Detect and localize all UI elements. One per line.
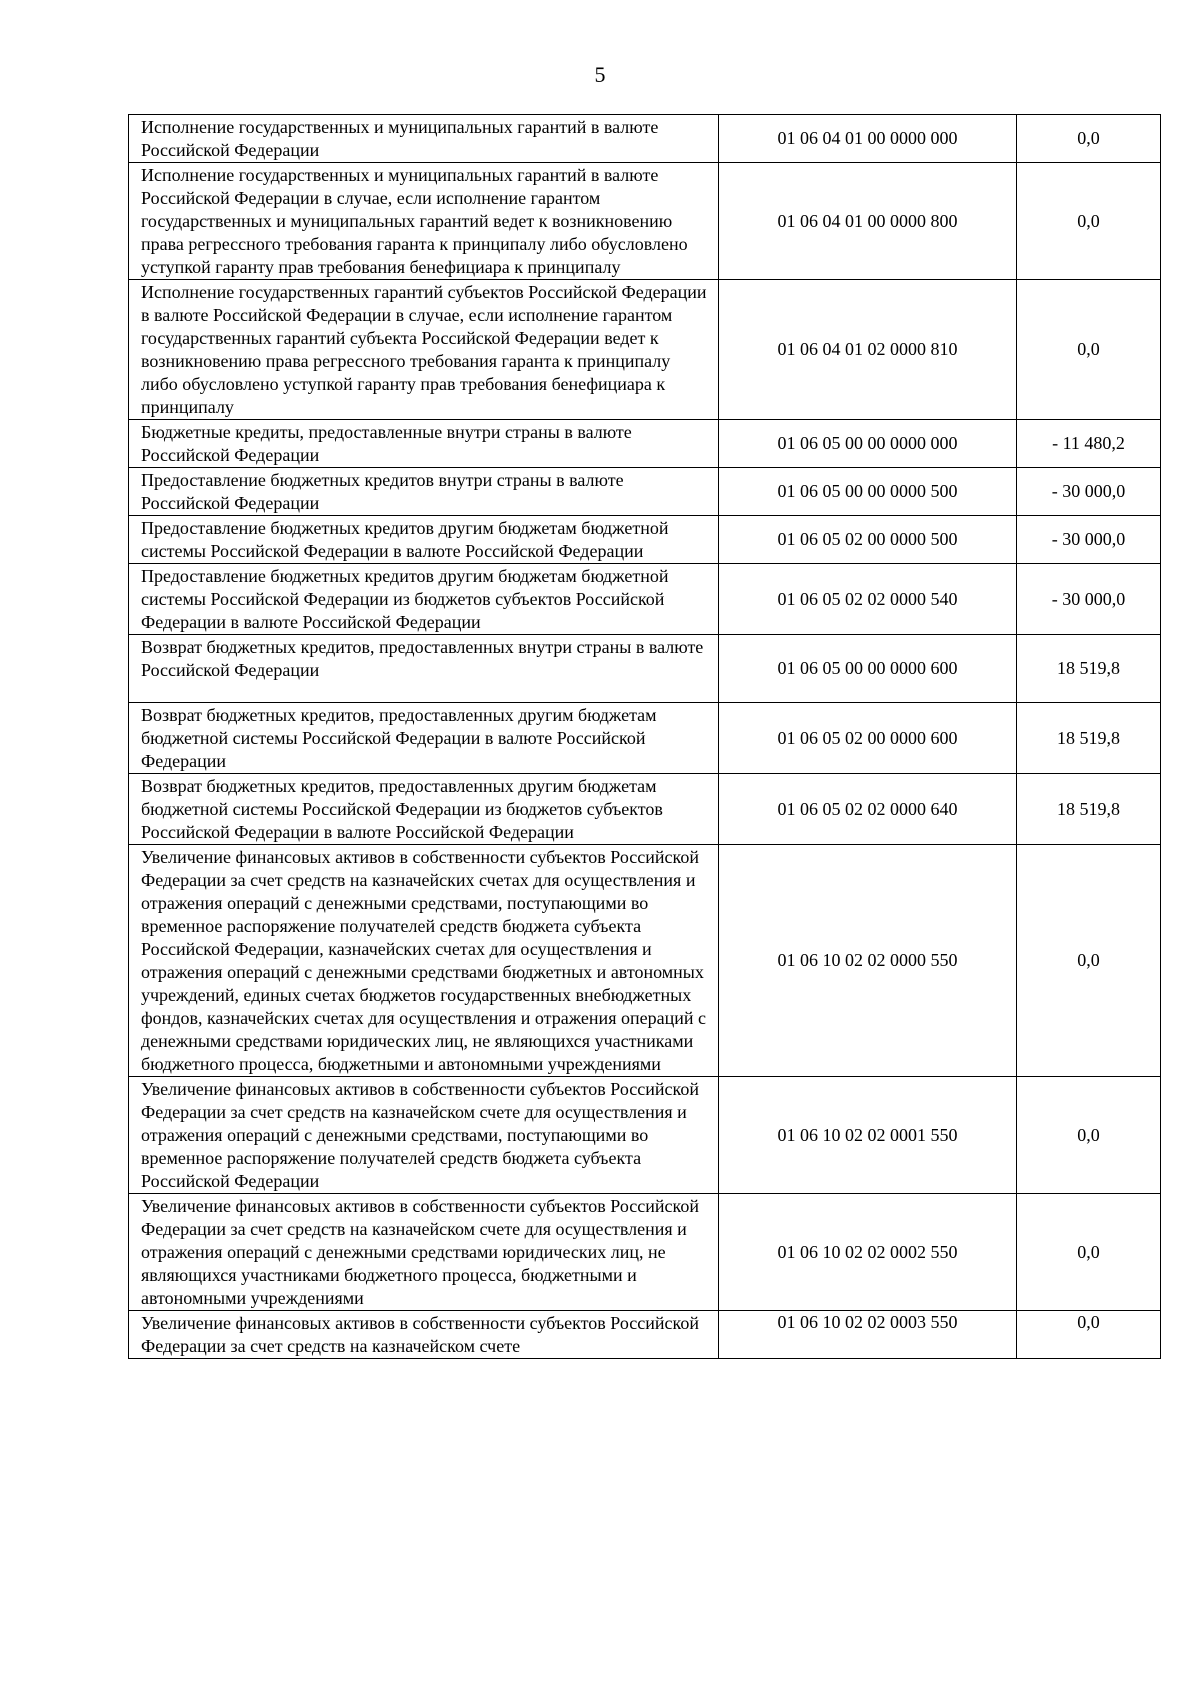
row-code: 01 06 10 02 02 0000 550 bbox=[719, 845, 1017, 1077]
row-code: 01 06 10 02 02 0001 550 bbox=[719, 1077, 1017, 1194]
row-amount: 0,0 bbox=[1017, 1077, 1161, 1194]
row-description: Предоставление бюджетных кредитов другим бюджетам бюджетной системы Российской Федерации из бюджетов субъектов Российской Федерации в валюте Российской Федерации bbox=[129, 564, 719, 635]
row-code: 01 06 10 02 02 0003 550 bbox=[719, 1311, 1017, 1359]
budget-sources-table bbox=[128, 114, 1161, 1359]
table-row bbox=[129, 280, 1161, 420]
row-code: 01 06 05 00 00 0000 600 bbox=[719, 635, 1017, 703]
table-row bbox=[129, 845, 1161, 1077]
row-amount: 0,0 bbox=[1017, 163, 1161, 280]
table-row bbox=[129, 774, 1161, 845]
table-row bbox=[129, 1077, 1161, 1194]
row-description: Увеличение финансовых активов в собственности субъектов Российской Федерации за счет средств на казначейском счете для осуществления и отражения операций с денежными средствами, поступающими во временное распоряжение получателей средств бюджета субъекта Российской Федерации bbox=[129, 1077, 719, 1194]
row-description: Увеличение финансовых активов в собственности субъектов Российской Федерации за счет средств на казначейском счете для осуществления и отражения операций с денежными средствами юридических лиц, не являющихся участниками бюджетного процесса, бюджетными и автономными учреждениями bbox=[129, 1194, 719, 1311]
row-amount: 0,0 bbox=[1017, 845, 1161, 1077]
row-code: 01 06 10 02 02 0002 550 bbox=[719, 1194, 1017, 1311]
row-amount: 18 519,8 bbox=[1017, 635, 1161, 703]
row-amount: - 30 000,0 bbox=[1017, 468, 1161, 516]
row-code: 01 06 05 00 00 0000 000 bbox=[719, 420, 1017, 468]
row-code: 01 06 05 02 02 0000 640 bbox=[719, 774, 1017, 845]
row-description: Увеличение финансовых активов в собственности субъектов Российской Федерации за счет средств на казначейских счетах для осуществления и отражения операций с денежными средствами, поступающими во временное распоряжение получателей средств бюджета субъекта Российской Федерации, казначейских счетах для осуществления и отражения операций с денежными средствами бюджетных и автономных учреждений, единых счетах бюджетов государственных внебюджетных фондов, казначейских счетах для осуществления и отражения операций с денежными средствами юридических лиц, не являющихся участниками бюджетного процесса, бюджетными и автономными учреждениями bbox=[129, 845, 719, 1077]
table-row bbox=[129, 1311, 1161, 1359]
row-amount: 18 519,8 bbox=[1017, 774, 1161, 845]
row-code: 01 06 04 01 02 0000 810 bbox=[719, 280, 1017, 420]
table-row bbox=[129, 163, 1161, 280]
row-description: Возврат бюджетных кредитов, предоставленных внутри страны в валюте Российской Федерации bbox=[129, 635, 719, 703]
row-description: Исполнение государственных гарантий субъектов Российской Федерации в валюте Российской Федерации в случае, если исполнение гарантом государственных гарантий субъекта Российской Федерации ведет к возникновению права регрессного требования гаранта к принципалу либо обусловлено уступкой гаранту прав требования бенефициара к принципалу bbox=[129, 280, 719, 420]
row-amount: 0,0 bbox=[1017, 1194, 1161, 1311]
table-row bbox=[129, 635, 1161, 703]
row-description: Бюджетные кредиты, предоставленные внутри страны в валюте Российской Федерации bbox=[129, 420, 719, 468]
page-number: 5 bbox=[594, 62, 606, 87]
row-amount: - 30 000,0 bbox=[1017, 564, 1161, 635]
row-description: Предоставление бюджетных кредитов другим бюджетам бюджетной системы Российской Федерации в валюте Российской Федерации bbox=[129, 516, 719, 564]
row-description: Исполнение государственных и муниципальных гарантий в валюте Российской Федерации bbox=[129, 115, 719, 163]
table-row bbox=[129, 1194, 1161, 1311]
row-code: 01 06 04 01 00 0000 000 bbox=[719, 115, 1017, 163]
row-amount: 0,0 bbox=[1017, 280, 1161, 420]
row-amount: - 30 000,0 bbox=[1017, 516, 1161, 564]
row-code: 01 06 04 01 00 0000 800 bbox=[719, 163, 1017, 280]
row-code: 01 06 05 02 00 0000 500 bbox=[719, 516, 1017, 564]
row-description: Исполнение государственных и муниципальных гарантий в валюте Российской Федерации в случае, если исполнение гарантом государственных и муниципальных гарантий ведет к возникновению права регрессного требования гаранта к принципалу либо обусловлено уступкой гаранту прав требования бенефициара к принципалу bbox=[129, 163, 719, 280]
row-code: 01 06 05 02 02 0000 540 bbox=[719, 564, 1017, 635]
row-description: Возврат бюджетных кредитов, предоставленных другим бюджетам бюджетной системы Российской Федерации из бюджетов субъектов Российской Федерации в валюте Российской Федерации bbox=[129, 774, 719, 845]
row-amount: 0,0 bbox=[1017, 1311, 1161, 1359]
row-amount: 0,0 bbox=[1017, 115, 1161, 163]
table-row bbox=[129, 516, 1161, 564]
row-description: Возврат бюджетных кредитов, предоставленных другим бюджетам бюджетной системы Российской Федерации в валюте Российской Федерации bbox=[129, 703, 719, 774]
table-row bbox=[129, 703, 1161, 774]
row-amount: - 11 480,2 bbox=[1017, 420, 1161, 468]
table-row bbox=[129, 115, 1161, 163]
row-description: Предоставление бюджетных кредитов внутри страны в валюте Российской Федерации bbox=[129, 468, 719, 516]
row-description: Увеличение финансовых активов в собственности субъектов Российской Федерации за счет средств на казначейском счете bbox=[129, 1311, 719, 1359]
table-row bbox=[129, 420, 1161, 468]
table-row bbox=[129, 564, 1161, 635]
row-code: 01 06 05 00 00 0000 500 bbox=[719, 468, 1017, 516]
row-amount: 18 519,8 bbox=[1017, 703, 1161, 774]
table-row bbox=[129, 468, 1161, 516]
row-code: 01 06 05 02 00 0000 600 bbox=[719, 703, 1017, 774]
